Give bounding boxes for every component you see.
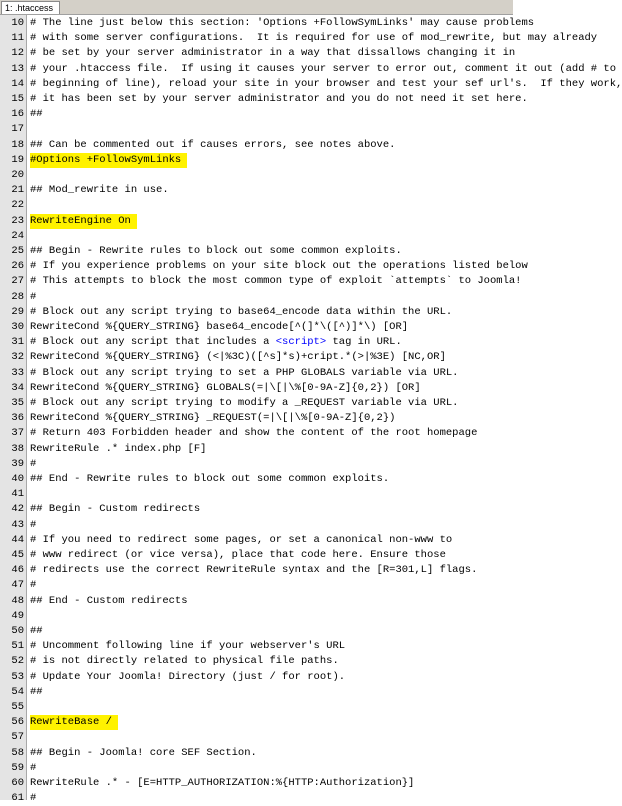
line-number: 11 bbox=[11, 32, 24, 45]
code-line bbox=[0, 320, 513, 335]
line-number: 50 bbox=[11, 625, 24, 637]
code-text: # bbox=[30, 518, 37, 531]
line-number: 51 bbox=[11, 640, 24, 653]
code-text: # Block out any script trying to base64_encode data within the URL. bbox=[30, 305, 453, 318]
code-text bbox=[30, 335, 402, 350]
highlighted-code-text: RewriteBase / bbox=[30, 715, 118, 730]
code-text: ## Begin - Custom redirects bbox=[30, 503, 201, 516]
code-text: ## Mod_rewrite in use. bbox=[30, 184, 169, 197]
code-text: RewriteCond %{QUERY_STRING} GLOBALS(=|\[|\%[0-9A-Z]{0,2}) [OR] bbox=[30, 381, 421, 394]
code-line bbox=[0, 746, 513, 761]
line-number: 29 bbox=[11, 305, 24, 318]
code-line bbox=[0, 685, 513, 700]
line-number: 16 bbox=[11, 108, 24, 121]
highlighted-code-text: #Options +FollowSymLinks bbox=[30, 153, 187, 168]
code-line bbox=[0, 624, 513, 639]
line-number: 14 bbox=[11, 77, 24, 90]
code-text: # bbox=[30, 761, 37, 774]
line-number: 57 bbox=[11, 731, 24, 744]
code-line bbox=[0, 442, 513, 457]
line-number: 47 bbox=[11, 579, 24, 592]
line-number: 39 bbox=[11, 457, 24, 470]
code-line bbox=[0, 654, 513, 669]
code-line bbox=[0, 396, 513, 411]
code-line bbox=[0, 502, 513, 517]
line-number: 28 bbox=[11, 290, 24, 303]
code-line bbox=[0, 138, 513, 153]
code-line bbox=[0, 533, 513, 548]
code-text: # The line just below this section: 'Options +FollowSymLinks' may cause problems bbox=[30, 17, 535, 29]
line-number: 60 bbox=[11, 777, 24, 789]
code-text: # Uncomment following line if your webserver's URL bbox=[30, 640, 346, 653]
code-line bbox=[0, 563, 513, 578]
line-number: 52 bbox=[11, 655, 24, 668]
code-line bbox=[0, 122, 513, 137]
code-line bbox=[0, 46, 516, 61]
line-number: 31 bbox=[11, 336, 24, 349]
code-line bbox=[0, 700, 513, 715]
code-text: # be set by your server administrator in a way that dissallows changing it in bbox=[30, 47, 516, 60]
code-text: # Block out any script trying to set a PHP GLOBALS variable via URL. bbox=[30, 366, 459, 379]
line-number: 19 bbox=[11, 153, 24, 166]
code-line bbox=[0, 350, 513, 365]
line-number: 45 bbox=[11, 549, 24, 561]
line-number: 41 bbox=[11, 488, 24, 501]
line-number: 12 bbox=[11, 47, 24, 60]
line-number: 21 bbox=[11, 184, 24, 197]
tab-bar bbox=[0, 0, 513, 15]
code-text: ## bbox=[30, 685, 43, 698]
code-text: # is not directly related to physical file paths. bbox=[30, 655, 339, 668]
code-line bbox=[0, 77, 622, 92]
line-number: 10 bbox=[11, 17, 24, 29]
line-number: 30 bbox=[11, 321, 24, 333]
html-tag-token: <script> bbox=[275, 336, 327, 349]
line-number: 18 bbox=[11, 138, 24, 151]
line-number: 53 bbox=[11, 670, 24, 683]
code-line bbox=[0, 259, 528, 274]
code-line bbox=[0, 153, 513, 168]
code-line bbox=[0, 366, 513, 381]
code-text: ## End - Rewrite rules to block out some common exploits. bbox=[30, 473, 390, 485]
line-number: 59 bbox=[11, 761, 24, 774]
code-line bbox=[0, 609, 513, 624]
line-number: 54 bbox=[11, 685, 24, 698]
code-text: # Update Your Joomla! Directory (just / for root). bbox=[30, 670, 346, 683]
code-line bbox=[0, 548, 513, 563]
code-text: # If you experience problems on your site block out the operations listed below bbox=[30, 260, 528, 273]
code-text: # Return 403 Forbidden header and show the content of the root homepage bbox=[30, 427, 478, 440]
line-number: 26 bbox=[11, 260, 24, 273]
line-number: 35 bbox=[11, 397, 24, 409]
line-number: 42 bbox=[11, 503, 24, 516]
code-line bbox=[0, 214, 513, 229]
line-number: 38 bbox=[11, 442, 24, 455]
line-number: 48 bbox=[11, 594, 24, 607]
code-text: RewriteCond %{QUERY_STRING} _REQUEST(=|\[|\%[0-9A-Z]{0,2}) bbox=[30, 412, 396, 425]
code-line bbox=[0, 426, 513, 441]
line-number: 46 bbox=[11, 564, 24, 577]
code-line bbox=[0, 457, 513, 472]
code-text: # bbox=[30, 290, 37, 303]
code-text: # bbox=[30, 457, 37, 470]
line-number: 56 bbox=[11, 716, 24, 729]
code-editor[interactable] bbox=[0, 15, 622, 805]
line-number: 58 bbox=[11, 746, 24, 759]
code-line bbox=[0, 472, 513, 487]
line-number: 25 bbox=[11, 245, 24, 257]
code-line bbox=[0, 274, 522, 289]
code-line bbox=[0, 487, 513, 502]
line-number: 37 bbox=[11, 427, 24, 440]
code-line bbox=[0, 518, 513, 533]
line-number: 40 bbox=[11, 473, 24, 485]
line-number: 33 bbox=[11, 366, 24, 379]
code-text: # redirects use the correct RewriteRule syntax and the [R=301,L] flags. bbox=[30, 564, 478, 577]
line-number: 17 bbox=[11, 123, 24, 136]
code-line bbox=[0, 730, 513, 745]
code-line bbox=[0, 715, 513, 730]
line-number: 32 bbox=[11, 351, 24, 364]
line-number: 20 bbox=[11, 169, 24, 181]
code-line bbox=[0, 639, 513, 654]
code-text: ## Begin - Rewrite rules to block out some common exploits. bbox=[30, 245, 402, 257]
code-line bbox=[0, 381, 513, 396]
code-text: # bbox=[30, 579, 37, 592]
code-line bbox=[0, 670, 513, 685]
code-text: ## bbox=[30, 108, 43, 121]
code-line bbox=[0, 776, 513, 791]
code-text: # your .htaccess file. If using it causes your server to error out, comment it out (add # to bbox=[30, 62, 616, 75]
code-text-segment: tag in URL. bbox=[326, 336, 402, 349]
code-text: # www redirect (or vice versa), place that code here. Ensure those bbox=[30, 549, 446, 561]
code-line bbox=[0, 578, 513, 593]
line-number: 44 bbox=[11, 533, 24, 546]
code-line bbox=[0, 411, 513, 426]
line-number: 15 bbox=[11, 93, 24, 105]
code-line bbox=[0, 229, 513, 244]
code-text: ## End - Custom redirects bbox=[30, 594, 188, 607]
code-line bbox=[0, 761, 513, 776]
line-number: 43 bbox=[11, 518, 24, 531]
code-line bbox=[0, 244, 513, 259]
code-text-segment: # Block out any script that includes a bbox=[30, 336, 276, 349]
line-number: 24 bbox=[11, 229, 24, 242]
code-line bbox=[0, 16, 535, 31]
code-text: ## Can be commented out if causes errors, see notes above. bbox=[30, 138, 396, 151]
line-number: 34 bbox=[11, 381, 24, 394]
line-number: 22 bbox=[11, 199, 24, 212]
code-text: # it has been set by your server administrator and you do not need it set here. bbox=[30, 93, 528, 105]
code-text: # If you need to redirect some pages, or set a canonical non-www to bbox=[30, 533, 453, 546]
code-text: # Block out any script trying to modify a _REQUEST variable via URL. bbox=[30, 397, 459, 409]
code-text: ## bbox=[30, 625, 43, 637]
line-number: 13 bbox=[11, 62, 24, 75]
line-number: 55 bbox=[11, 701, 24, 713]
code-text: RewriteCond %{QUERY_STRING} (<|%3C)([^s]*s)+cript.*(>|%3E) [NC,OR] bbox=[30, 351, 446, 364]
code-line bbox=[0, 107, 513, 122]
highlighted-code-text: RewriteEngine On bbox=[30, 214, 137, 229]
code-text: # with some server configurations. It is required for use of mod_rewrite, but may already bbox=[30, 32, 598, 45]
code-line bbox=[0, 791, 513, 806]
code-text: # beginning of line), reload your site in your browser and test your sef url's. If they work, bbox=[30, 77, 622, 90]
code-text: # This attempts to block the most common type of exploit `attempts` to Joomla! bbox=[30, 275, 522, 288]
line-number: 61 bbox=[11, 792, 24, 805]
code-line bbox=[0, 31, 598, 46]
code-text: ## Begin - Joomla! core SEF Section. bbox=[30, 746, 257, 759]
code-line bbox=[0, 198, 513, 213]
code-text: RewriteRule .* - [E=HTTP_AUTHORIZATION:%{HTTP:Authorization}] bbox=[30, 777, 415, 789]
code-line bbox=[0, 168, 513, 183]
code-line bbox=[0, 183, 513, 198]
code-text: # bbox=[30, 792, 37, 805]
tab-htaccess[interactable] bbox=[1, 1, 60, 14]
code-line bbox=[0, 290, 513, 305]
code-line bbox=[0, 335, 513, 350]
code-line bbox=[0, 62, 616, 77]
line-number: 27 bbox=[11, 275, 24, 288]
code-line bbox=[0, 594, 513, 609]
line-number: 23 bbox=[11, 214, 24, 227]
code-line bbox=[0, 305, 513, 320]
code-text: RewriteRule .* index.php [F] bbox=[30, 442, 207, 455]
line-number: 49 bbox=[11, 609, 24, 622]
line-number: 36 bbox=[11, 412, 24, 425]
code-line bbox=[0, 92, 528, 107]
tab-label: 1: .htaccess bbox=[5, 3, 54, 13]
code-text: RewriteCond %{QUERY_STRING} base64_encode[^(]*\([^)]*\) [OR] bbox=[30, 321, 409, 333]
